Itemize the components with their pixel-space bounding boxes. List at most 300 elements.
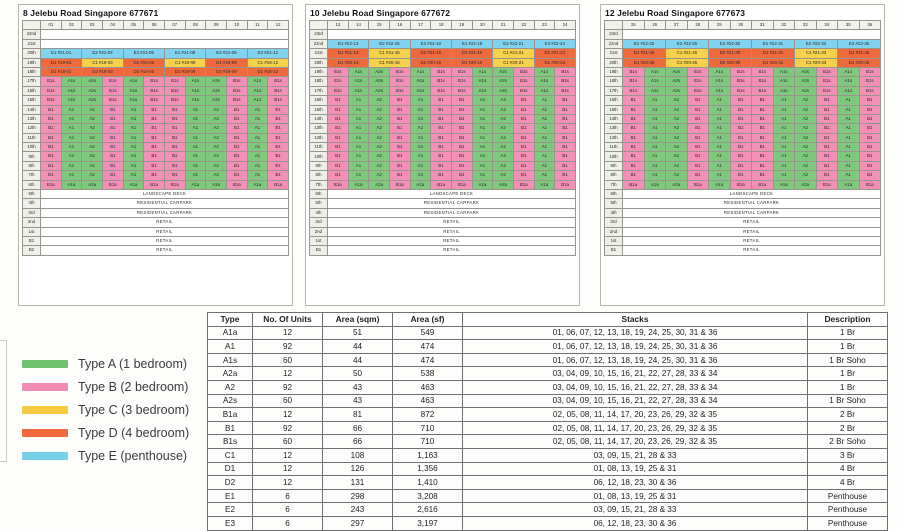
unit-cell[interactable]: A1	[410, 105, 431, 114]
unit-cell[interactable]: A1	[410, 143, 431, 152]
unit-cell[interactable]: B1s	[451, 67, 472, 76]
unit-cell[interactable]: B1	[513, 171, 534, 180]
unit-cell[interactable]: E3 #21-12	[247, 49, 288, 58]
unit-cell[interactable]: B1	[623, 114, 645, 123]
unit-cell[interactable]: B1	[752, 171, 774, 180]
unit-cell[interactable]: D2 #18-03	[82, 67, 123, 76]
unit-cell[interactable]: B1s	[102, 77, 123, 86]
unit-cell[interactable]: D1 #20-19	[451, 58, 492, 67]
unit-cell[interactable]: A1	[644, 161, 666, 170]
unit-cell[interactable]: A1a	[123, 180, 144, 189]
unit-cell[interactable]: A1	[534, 152, 555, 161]
unit-cell[interactable]: B1	[859, 161, 881, 170]
unit-cell[interactable]: B1	[328, 161, 349, 170]
unit-cell[interactable]: B1a	[859, 180, 881, 189]
unit-cell[interactable]: A1a	[61, 180, 82, 189]
unit-cell[interactable]: B1	[102, 124, 123, 133]
unit-cell[interactable]: A2	[206, 105, 227, 114]
unit-cell[interactable]: B1s	[752, 86, 774, 95]
unit-cell[interactable]: B1a	[328, 180, 349, 189]
unit-cell[interactable]: A1a	[773, 180, 795, 189]
unit-cell[interactable]: A1	[410, 171, 431, 180]
unit-cell[interactable]: A1	[472, 171, 493, 180]
unit-cell[interactable]: B1s	[41, 86, 62, 95]
unit-cell[interactable]: B1	[687, 143, 709, 152]
unit-cell[interactable]: B1	[389, 143, 410, 152]
unit-cell[interactable]: A2	[666, 124, 688, 133]
unit-cell[interactable]: A1s	[838, 77, 860, 86]
unit-cell[interactable]: B1s	[687, 67, 709, 76]
unit-cell[interactable]: A1	[773, 133, 795, 142]
unit-cell[interactable]: B1s	[752, 67, 774, 76]
unit-cell[interactable]: B1s	[268, 77, 289, 86]
unit-cell[interactable]: B1	[268, 114, 289, 123]
unit-cell[interactable]: A2s	[206, 96, 227, 105]
unit-cell[interactable]: B1	[687, 171, 709, 180]
unit-cell[interactable]: A1s	[644, 67, 666, 76]
unit-cell[interactable]: B1	[328, 105, 349, 114]
unit-cell[interactable]: B1	[752, 152, 774, 161]
unit-cell[interactable]: B1s	[816, 77, 838, 86]
unit-cell[interactable]: A1s	[773, 77, 795, 86]
unit-cell[interactable]: A1	[61, 171, 82, 180]
unit-cell[interactable]: B1s	[268, 96, 289, 105]
unit-cell[interactable]: A1	[534, 143, 555, 152]
unit-cell[interactable]: D1 #21-24	[534, 49, 575, 58]
unit-cell[interactable]: A1a	[247, 180, 268, 189]
unit-cell[interactable]: A1s	[644, 86, 666, 95]
unit-cell[interactable]: B1	[687, 161, 709, 170]
unit-cell[interactable]: A2a	[369, 180, 390, 189]
unit-cell[interactable]: B1	[164, 105, 185, 114]
unit-cell[interactable]: E3 #22-18	[410, 39, 451, 48]
unit-cell[interactable]: B1	[859, 114, 881, 123]
unit-cell[interactable]: A1	[348, 124, 369, 133]
unit-cell[interactable]: A1	[61, 114, 82, 123]
unit-cell[interactable]: A1	[123, 152, 144, 161]
unit-cell[interactable]: B1s	[513, 86, 534, 95]
unit-cell[interactable]: A2	[369, 133, 390, 142]
unit-cell[interactable]: D1 #21-13	[328, 49, 369, 58]
unit-cell[interactable]: B1s	[859, 86, 881, 95]
unit-cell[interactable]: A1	[123, 124, 144, 133]
unit-cell[interactable]: A1	[534, 133, 555, 142]
unit-cell[interactable]: A2	[82, 114, 103, 123]
unit-cell[interactable]: D2 #19-06	[123, 58, 164, 67]
unit-cell[interactable]: A1a	[644, 180, 666, 189]
unit-cell[interactable]: A1s	[472, 67, 493, 76]
unit-cell[interactable]: B1s	[144, 77, 165, 86]
unit-cell[interactable]: B1	[102, 152, 123, 161]
unit-cell[interactable]: B1a	[144, 180, 165, 189]
unit-cell[interactable]: C1 #20-26	[666, 58, 709, 67]
unit-cell[interactable]: B1	[164, 114, 185, 123]
unit-cell[interactable]: B1	[555, 161, 576, 170]
unit-cell[interactable]: B1s	[389, 86, 410, 95]
unit-cell[interactable]: A1	[644, 152, 666, 161]
unit-cell[interactable]: A1	[838, 143, 860, 152]
unit-cell[interactable]: B1	[102, 114, 123, 123]
unit-cell[interactable]: B1	[226, 171, 247, 180]
unit-cell[interactable]: A2s	[795, 77, 817, 86]
unit-cell[interactable]: A2s	[82, 77, 103, 86]
unit-cell[interactable]: A1	[410, 133, 431, 142]
unit-cell[interactable]: A1	[61, 143, 82, 152]
unit-cell[interactable]: A2s	[206, 77, 227, 86]
unit-cell[interactable]: A1s	[123, 96, 144, 105]
unit-cell[interactable]: B1	[513, 96, 534, 105]
unit-cell[interactable]: B1s	[623, 67, 645, 76]
unit-cell[interactable]: B1	[328, 152, 349, 161]
unit-cell[interactable]: D2 #20-30	[709, 58, 752, 67]
unit-cell[interactable]: A1	[61, 124, 82, 133]
unit-cell[interactable]: A1s	[61, 96, 82, 105]
unit-cell[interactable]: B1	[226, 161, 247, 170]
unit-cell[interactable]: C1 #21-26	[666, 49, 709, 58]
unit-cell[interactable]: A2	[666, 171, 688, 180]
unit-cell[interactable]: A1	[348, 114, 369, 123]
unit-cell[interactable]: A2	[493, 171, 514, 180]
unit-cell[interactable]: B1a	[816, 180, 838, 189]
unit-cell[interactable]: A1	[185, 133, 206, 142]
unit-cell[interactable]: A2	[666, 96, 688, 105]
unit-cell[interactable]: B1s	[328, 67, 349, 76]
unit-cell[interactable]: A1	[773, 161, 795, 170]
unit-cell[interactable]: D1 #20-31	[752, 58, 795, 67]
unit-cell[interactable]: E1 #22-13	[328, 39, 369, 48]
unit-cell[interactable]: A1	[534, 105, 555, 114]
unit-cell[interactable]: A1s	[838, 86, 860, 95]
unit-cell[interactable]: B1	[623, 161, 645, 170]
unit-cell[interactable]: A2	[369, 161, 390, 170]
unit-cell[interactable]: A1a	[709, 180, 731, 189]
unit-cell[interactable]: B1	[555, 114, 576, 123]
unit-cell[interactable]: B1	[144, 124, 165, 133]
unit-cell[interactable]: A1	[123, 133, 144, 142]
unit-cell[interactable]: A1	[709, 105, 731, 114]
unit-cell[interactable]: B1s	[730, 67, 752, 76]
unit-cell[interactable]: B1	[451, 133, 472, 142]
unit-cell[interactable]: E2 #22-15	[369, 39, 410, 48]
unit-cell[interactable]: A1s	[247, 86, 268, 95]
unit-cell[interactable]: B1	[816, 171, 838, 180]
unit-cell[interactable]: B1	[730, 133, 752, 142]
unit-cell[interactable]: C1 #21-21	[493, 49, 534, 58]
unit-cell[interactable]: A1	[472, 152, 493, 161]
unit-cell[interactable]: A2	[493, 161, 514, 170]
unit-cell[interactable]: A2	[206, 171, 227, 180]
unit-cell[interactable]: B1	[513, 133, 534, 142]
unit-cell[interactable]: A1	[185, 143, 206, 152]
unit-cell[interactable]: A1	[773, 114, 795, 123]
unit-cell[interactable]: B1s	[102, 96, 123, 105]
unit-cell[interactable]: A1s	[709, 86, 731, 95]
unit-cell[interactable]: E2 #22-21	[493, 39, 534, 48]
unit-cell[interactable]: B1	[226, 133, 247, 142]
unit-cell[interactable]: B1	[513, 143, 534, 152]
unit-cell[interactable]: B1	[513, 161, 534, 170]
unit-cell[interactable]: B1	[730, 114, 752, 123]
unit-cell[interactable]: B1	[816, 152, 838, 161]
unit-cell[interactable]: A2	[493, 96, 514, 105]
unit-cell[interactable]: B1	[268, 105, 289, 114]
unit-cell[interactable]: A1	[185, 105, 206, 114]
unit-cell[interactable]: A1s	[838, 67, 860, 76]
unit-cell[interactable]: B1	[226, 124, 247, 133]
unit-cell[interactable]: D1 #19-01	[41, 58, 82, 67]
unit-cell[interactable]: B1s	[226, 96, 247, 105]
unit-cell[interactable]: A2s	[795, 86, 817, 95]
unit-cell[interactable]: A1a	[185, 180, 206, 189]
unit-cell[interactable]: B1s	[389, 77, 410, 86]
unit-cell[interactable]: B1	[730, 96, 752, 105]
unit-cell[interactable]: A1	[534, 124, 555, 133]
unit-cell[interactable]: A2	[493, 143, 514, 152]
unit-cell[interactable]: B1	[623, 143, 645, 152]
unit-cell[interactable]: A2	[206, 152, 227, 161]
unit-cell[interactable]: B1	[328, 133, 349, 142]
unit-cell[interactable]: B1	[816, 143, 838, 152]
unit-cell[interactable]: B1s	[451, 86, 472, 95]
unit-cell[interactable]: B1s	[431, 67, 452, 76]
unit-cell[interactable]: A2	[493, 124, 514, 133]
unit-cell[interactable]: B1	[752, 96, 774, 105]
unit-cell[interactable]: A1	[709, 143, 731, 152]
unit-cell[interactable]: A1	[348, 152, 369, 161]
unit-cell[interactable]: A1	[472, 114, 493, 123]
unit-cell[interactable]: A2	[369, 171, 390, 180]
unit-cell[interactable]: B1	[389, 133, 410, 142]
unit-cell[interactable]: B1	[687, 105, 709, 114]
unit-cell[interactable]: A2a	[82, 180, 103, 189]
unit-cell[interactable]: A2s	[82, 86, 103, 95]
unit-cell[interactable]: B1s	[451, 77, 472, 86]
unit-cell[interactable]: B1	[164, 133, 185, 142]
unit-cell[interactable]: B1	[164, 143, 185, 152]
unit-cell[interactable]: D2 #21-18	[410, 49, 451, 58]
unit-cell[interactable]: A2s	[206, 86, 227, 95]
unit-cell[interactable]: B1a	[752, 180, 774, 189]
unit-cell[interactable]: D1 #21-19	[451, 49, 492, 58]
unit-cell[interactable]: B1	[451, 96, 472, 105]
unit-cell[interactable]: B1s	[687, 86, 709, 95]
unit-cell[interactable]: B1s	[752, 77, 774, 86]
unit-cell[interactable]: B1	[555, 133, 576, 142]
unit-cell[interactable]: B1s	[431, 86, 452, 95]
unit-cell[interactable]: A1	[644, 114, 666, 123]
unit-cell[interactable]: B1	[328, 124, 349, 133]
unit-cell[interactable]: B1s	[164, 86, 185, 95]
unit-cell[interactable]: B1	[144, 152, 165, 161]
unit-cell[interactable]: B1	[623, 105, 645, 114]
unit-cell[interactable]: B1	[164, 161, 185, 170]
unit-cell[interactable]: A2	[795, 124, 817, 133]
unit-cell[interactable]: B1s	[431, 77, 452, 86]
unit-cell[interactable]: A2s	[369, 67, 390, 76]
unit-cell[interactable]: B1	[730, 124, 752, 133]
unit-cell[interactable]: B1a	[687, 180, 709, 189]
unit-cell[interactable]: B1	[226, 152, 247, 161]
unit-cell[interactable]: B1	[102, 133, 123, 142]
unit-cell[interactable]: A1	[709, 114, 731, 123]
unit-cell[interactable]: B1	[859, 133, 881, 142]
unit-cell[interactable]: A1s	[709, 67, 731, 76]
unit-cell[interactable]: B1	[451, 124, 472, 133]
unit-cell[interactable]: B1	[513, 105, 534, 114]
unit-cell[interactable]: B1	[687, 133, 709, 142]
unit-cell[interactable]: A1	[247, 114, 268, 123]
unit-cell[interactable]: B1s	[555, 77, 576, 86]
unit-cell[interactable]: A1	[61, 105, 82, 114]
unit-cell[interactable]: A1	[348, 96, 369, 105]
unit-cell[interactable]: A2	[369, 114, 390, 123]
unit-cell[interactable]: B1a	[431, 180, 452, 189]
unit-cell[interactable]: B1	[389, 96, 410, 105]
unit-cell[interactable]: A1s	[410, 67, 431, 76]
unit-cell[interactable]: B1s	[389, 67, 410, 76]
unit-cell[interactable]: B1	[268, 171, 289, 180]
unit-cell[interactable]: A1s	[410, 77, 431, 86]
unit-cell[interactable]: B1	[144, 161, 165, 170]
unit-cell[interactable]: B1a	[102, 180, 123, 189]
unit-cell[interactable]: B1	[623, 133, 645, 142]
unit-cell[interactable]: B1	[859, 96, 881, 105]
unit-cell[interactable]: A2s	[369, 77, 390, 86]
unit-cell[interactable]: B1s	[623, 86, 645, 95]
unit-cell[interactable]: B1	[555, 124, 576, 133]
unit-cell[interactable]: B1	[102, 161, 123, 170]
unit-cell[interactable]: A2	[369, 105, 390, 114]
unit-cell[interactable]: A1	[185, 124, 206, 133]
unit-cell[interactable]: B1	[268, 152, 289, 161]
unit-cell[interactable]: A1a	[348, 180, 369, 189]
unit-cell[interactable]: B1	[389, 105, 410, 114]
unit-cell[interactable]: D2 #20-18	[410, 58, 451, 67]
unit-cell[interactable]: B1a	[555, 180, 576, 189]
unit-cell[interactable]: B1	[752, 114, 774, 123]
unit-cell[interactable]: A1	[472, 96, 493, 105]
unit-cell[interactable]: A1a	[838, 180, 860, 189]
unit-cell[interactable]: A1s	[123, 77, 144, 86]
unit-cell[interactable]: B1	[730, 171, 752, 180]
unit-cell[interactable]: B1a	[513, 180, 534, 189]
unit-cell[interactable]: B1	[687, 152, 709, 161]
unit-cell[interactable]: A2	[666, 105, 688, 114]
unit-cell[interactable]: D1 #18-01	[41, 67, 82, 76]
unit-cell[interactable]: B1	[389, 171, 410, 180]
unit-cell[interactable]: A2	[795, 133, 817, 142]
unit-cell[interactable]: A2	[369, 124, 390, 133]
unit-cell[interactable]: A1	[348, 105, 369, 114]
unit-cell[interactable]: A1	[123, 171, 144, 180]
unit-cell[interactable]: B1	[431, 114, 452, 123]
unit-cell[interactable]: B1s	[859, 77, 881, 86]
unit-cell[interactable]: B1	[102, 105, 123, 114]
unit-cell[interactable]: E1 #22-31	[752, 39, 795, 48]
unit-cell[interactable]: A1s	[247, 96, 268, 105]
unit-cell[interactable]: A2s	[493, 77, 514, 86]
unit-cell[interactable]: A1s	[773, 86, 795, 95]
unit-cell[interactable]: C1 #19-12	[247, 58, 288, 67]
unit-cell[interactable]: B1	[859, 152, 881, 161]
unit-cell[interactable]: A1s	[644, 77, 666, 86]
unit-cell[interactable]: B1	[752, 105, 774, 114]
unit-cell[interactable]: A1	[410, 96, 431, 105]
unit-cell[interactable]: A1	[472, 161, 493, 170]
unit-cell[interactable]: A2	[666, 161, 688, 170]
unit-cell[interactable]: A2	[206, 114, 227, 123]
unit-cell[interactable]: A1	[247, 152, 268, 161]
unit-cell[interactable]: B1	[431, 161, 452, 170]
unit-cell[interactable]: A1	[534, 161, 555, 170]
unit-cell[interactable]: B1	[102, 143, 123, 152]
unit-cell[interactable]: B1	[451, 152, 472, 161]
unit-cell[interactable]: C1 #21-33	[795, 49, 838, 58]
unit-cell[interactable]: B1	[226, 143, 247, 152]
unit-cell[interactable]: A1	[185, 114, 206, 123]
unit-cell[interactable]: B1s	[41, 77, 62, 86]
unit-cell[interactable]: A1	[838, 133, 860, 142]
unit-cell[interactable]: B1	[41, 143, 62, 152]
unit-cell[interactable]: A2s	[666, 86, 688, 95]
unit-cell[interactable]: A1	[534, 171, 555, 180]
unit-cell[interactable]: A1	[644, 133, 666, 142]
unit-cell[interactable]: A1	[410, 114, 431, 123]
unit-cell[interactable]: B1	[451, 114, 472, 123]
unit-cell[interactable]: A1s	[472, 77, 493, 86]
unit-cell[interactable]: A1	[534, 96, 555, 105]
unit-cell[interactable]: B1	[41, 171, 62, 180]
unit-cell[interactable]: A1	[61, 152, 82, 161]
unit-cell[interactable]: A2	[82, 152, 103, 161]
unit-cell[interactable]: A2a	[493, 180, 514, 189]
unit-cell[interactable]: B1	[687, 114, 709, 123]
unit-cell[interactable]: C1 #20-21	[493, 58, 534, 67]
unit-cell[interactable]: A2	[369, 152, 390, 161]
unit-cell[interactable]: B1s	[328, 86, 349, 95]
unit-cell[interactable]: A2s	[493, 86, 514, 95]
unit-cell[interactable]: B1	[555, 152, 576, 161]
unit-cell[interactable]: D1 #21-36	[838, 49, 881, 58]
unit-cell[interactable]: B1s	[144, 96, 165, 105]
unit-cell[interactable]: B1s	[623, 77, 645, 86]
unit-cell[interactable]: A1s	[472, 86, 493, 95]
unit-cell[interactable]: A2	[795, 114, 817, 123]
unit-cell[interactable]: A1	[709, 96, 731, 105]
unit-cell[interactable]: A2	[666, 114, 688, 123]
unit-cell[interactable]: E1 #22-25	[623, 39, 666, 48]
unit-cell[interactable]: A1	[61, 161, 82, 170]
unit-cell[interactable]: A1a	[534, 180, 555, 189]
unit-cell[interactable]: B1	[144, 105, 165, 114]
unit-cell[interactable]: A2	[795, 171, 817, 180]
unit-cell[interactable]: D2 #18-06	[123, 67, 164, 76]
unit-cell[interactable]: A2s	[82, 96, 103, 105]
unit-cell[interactable]: A2s	[666, 67, 688, 76]
unit-cell[interactable]: A1	[247, 143, 268, 152]
unit-cell[interactable]: A2	[206, 133, 227, 142]
unit-cell[interactable]: B1	[859, 124, 881, 133]
unit-cell[interactable]: A1	[838, 161, 860, 170]
unit-cell[interactable]: B1	[451, 161, 472, 170]
unit-cell[interactable]: C1 #21-15	[369, 49, 410, 58]
unit-cell[interactable]: B1a	[389, 180, 410, 189]
unit-cell[interactable]: B1s	[859, 67, 881, 76]
unit-cell[interactable]: B1	[623, 124, 645, 133]
unit-cell[interactable]: A1	[348, 143, 369, 152]
unit-cell[interactable]: A1	[185, 171, 206, 180]
unit-cell[interactable]: A1	[644, 105, 666, 114]
